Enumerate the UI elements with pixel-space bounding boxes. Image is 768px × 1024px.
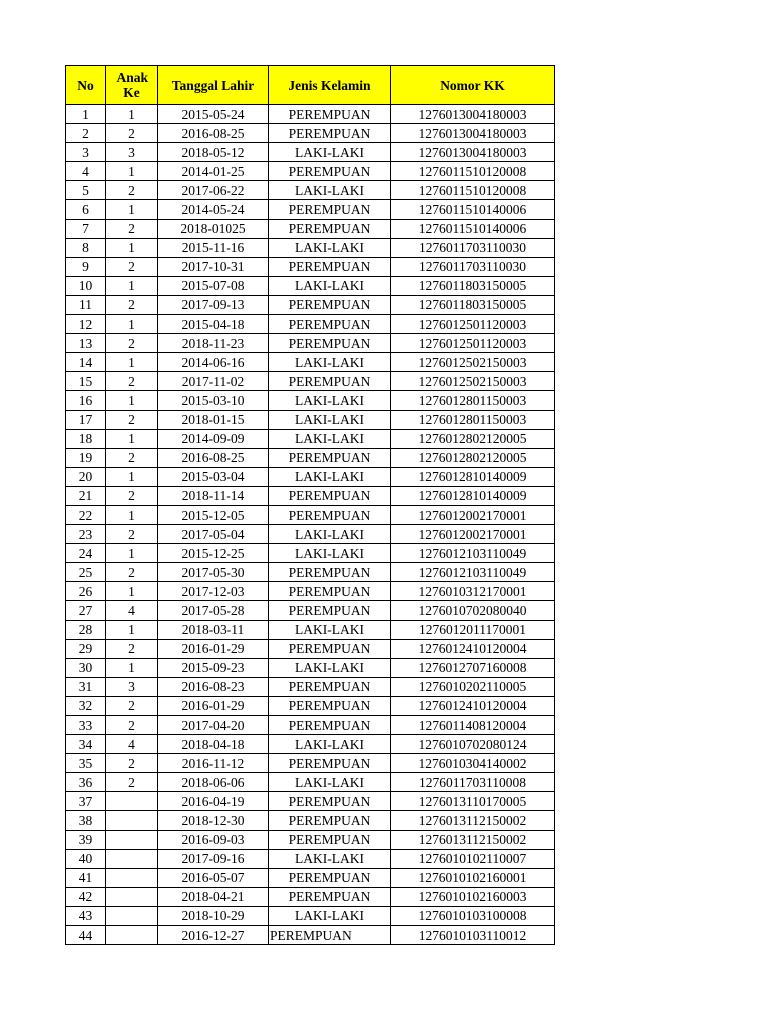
cell-tanggal-lahir[interactable]: 2018-05-12 — [158, 143, 269, 162]
table-row — [66, 716, 555, 735]
table-row — [66, 696, 555, 715]
cell-nomor-kk[interactable]: 1276010202110005 — [391, 677, 555, 696]
cell-no[interactable]: 17 — [66, 410, 106, 429]
cell-anak-ke[interactable] — [106, 868, 158, 887]
cell-tanggal-lahir[interactable]: 2017-06-22 — [158, 181, 269, 200]
cell-anak-ke[interactable] — [106, 830, 158, 849]
cell-tanggal-lahir[interactable]: 2018-04-18 — [158, 735, 269, 754]
cell-no[interactable]: 33 — [66, 716, 106, 735]
cell-nomor-kk[interactable]: 1276012502150003 — [391, 353, 555, 372]
cell-nomor-kk[interactable]: 1276011803150005 — [391, 295, 555, 314]
cell-anak-ke[interactable]: 1 — [106, 620, 158, 639]
cell-anak-ke[interactable]: 2 — [106, 773, 158, 792]
cell-jenis-kelamin[interactable]: LAKI-LAKI — [269, 391, 391, 410]
cell-jenis-kelamin[interactable]: LAKI-LAKI — [269, 906, 391, 925]
cell-nomor-kk[interactable]: 1276013112150002 — [391, 811, 555, 830]
cell-nomor-kk[interactable]: 1276010102110007 — [391, 849, 555, 868]
cell-tanggal-lahir[interactable]: 2018-11-23 — [158, 334, 269, 353]
cell-jenis-kelamin[interactable]: LAKI-LAKI — [269, 181, 391, 200]
table-row — [66, 620, 555, 639]
table-row — [66, 505, 555, 524]
cell-nomor-kk[interactable]: 1276012707160008 — [391, 658, 555, 677]
table-row — [66, 467, 555, 486]
cell-anak-ke[interactable]: 1 — [106, 505, 158, 524]
cell-jenis-kelamin[interactable]: LAKI-LAKI — [269, 238, 391, 257]
cell-nomor-kk[interactable]: 1276012810140009 — [391, 486, 555, 505]
cell-jenis-kelamin[interactable]: PEREMPUAN — [269, 219, 391, 238]
table-row — [66, 811, 555, 830]
cell-no[interactable]: 6 — [66, 200, 106, 219]
table-row — [66, 353, 555, 372]
table-row — [66, 525, 555, 544]
table-row — [66, 601, 555, 620]
table-row — [66, 410, 555, 429]
cell-tanggal-lahir[interactable]: 2018-12-30 — [158, 811, 269, 830]
cell-tanggal-lahir[interactable]: 2018-01025 — [158, 219, 269, 238]
cell-anak-ke[interactable]: 1 — [106, 238, 158, 257]
cell-no[interactable]: 21 — [66, 486, 106, 505]
cell-anak-ke[interactable]: 2 — [106, 124, 158, 143]
cell-nomor-kk[interactable]: 1276012103110049 — [391, 544, 555, 563]
cell-nomor-kk[interactable]: 1276013110170005 — [391, 792, 555, 811]
cell-no[interactable]: 3 — [66, 143, 106, 162]
cell-nomor-kk[interactable]: 1276010702080040 — [391, 601, 555, 620]
cell-nomor-kk[interactable]: 1276012103110049 — [391, 563, 555, 582]
cell-nomor-kk[interactable]: 1276011803150005 — [391, 276, 555, 295]
cell-tanggal-lahir[interactable]: 2015-05-24 — [158, 105, 269, 124]
cell-tanggal-lahir[interactable]: 2017-12-03 — [158, 582, 269, 601]
cell-tanggal-lahir[interactable]: 2017-05-30 — [158, 563, 269, 582]
cell-tanggal-lahir[interactable]: 2014-09-09 — [158, 429, 269, 448]
cell-tanggal-lahir[interactable]: 2016-12-27 — [158, 926, 269, 945]
cell-no[interactable]: 18 — [66, 429, 106, 448]
cell-nomor-kk[interactable]: 1276011703110030 — [391, 257, 555, 276]
cell-tanggal-lahir[interactable]: 2014-06-16 — [158, 353, 269, 372]
cell-jenis-kelamin[interactable]: LAKI-LAKI — [269, 410, 391, 429]
cell-anak-ke[interactable] — [106, 811, 158, 830]
cell-tanggal-lahir[interactable]: 2017-04-20 — [158, 716, 269, 735]
cell-tanggal-lahir[interactable]: 2016-08-25 — [158, 124, 269, 143]
cell-tanggal-lahir[interactable]: 2016-01-29 — [158, 639, 269, 658]
cell-anak-ke[interactable]: 2 — [106, 372, 158, 391]
cell-anak-ke[interactable] — [106, 887, 158, 906]
table-row — [66, 181, 555, 200]
cell-anak-ke[interactable]: 1 — [106, 658, 158, 677]
cell-nomor-kk[interactable]: 1276013112150002 — [391, 830, 555, 849]
table-row — [66, 257, 555, 276]
table-row — [66, 887, 555, 906]
cell-no[interactable]: 27 — [66, 601, 106, 620]
table-row — [66, 219, 555, 238]
cell-jenis-kelamin[interactable]: LAKI-LAKI — [269, 773, 391, 792]
table-row — [66, 143, 555, 162]
cell-jenis-kelamin[interactable]: PEREMPUAN — [269, 639, 391, 658]
cell-anak-ke[interactable]: 1 — [106, 429, 158, 448]
cell-no[interactable]: 10 — [66, 276, 106, 295]
cell-jenis-kelamin[interactable]: PEREMPUAN — [269, 601, 391, 620]
cell-jenis-kelamin[interactable]: LAKI-LAKI — [269, 467, 391, 486]
cell-no[interactable]: 40 — [66, 849, 106, 868]
data-table — [65, 65, 555, 945]
table-row — [66, 448, 555, 467]
cell-anak-ke[interactable]: 2 — [106, 486, 158, 505]
cell-tanggal-lahir[interactable]: 2016-11-12 — [158, 754, 269, 773]
cell-jenis-kelamin[interactable]: LAKI-LAKI — [269, 429, 391, 448]
cell-no[interactable]: 4 — [66, 162, 106, 181]
table-row — [66, 334, 555, 353]
cell-jenis-kelamin[interactable]: PEREMPUAN — [269, 315, 391, 334]
cell-tanggal-lahir[interactable]: 2017-09-16 — [158, 849, 269, 868]
cell-tanggal-lahir[interactable]: 2018-11-14 — [158, 486, 269, 505]
cell-anak-ke[interactable]: 2 — [106, 181, 158, 200]
cell-anak-ke[interactable]: 3 — [106, 677, 158, 696]
cell-jenis-kelamin[interactable]: PEREMPUAN — [269, 563, 391, 582]
cell-anak-ke[interactable]: 2 — [106, 754, 158, 773]
cell-anak-ke[interactable]: 1 — [106, 105, 158, 124]
cell-no[interactable]: 35 — [66, 754, 106, 773]
cell-anak-ke[interactable]: 2 — [106, 295, 158, 314]
cell-no[interactable]: 44 — [66, 926, 106, 945]
cell-nomor-kk[interactable]: 1276012501120003 — [391, 334, 555, 353]
cell-jenis-kelamin[interactable]: LAKI-LAKI — [269, 525, 391, 544]
cell-no[interactable]: 31 — [66, 677, 106, 696]
cell-no[interactable]: 1 — [66, 105, 106, 124]
cell-nomor-kk[interactable]: 1276012011170001 — [391, 620, 555, 639]
table-row — [66, 372, 555, 391]
cell-jenis-kelamin[interactable]: PEREMPUAN — [269, 792, 391, 811]
cell-no[interactable]: 42 — [66, 887, 106, 906]
cell-nomor-kk[interactable]: 1276010103100008 — [391, 906, 555, 925]
cell-nomor-kk[interactable]: 1276012410120004 — [391, 639, 555, 658]
cell-no[interactable]: 19 — [66, 448, 106, 467]
header-no[interactable]: No — [66, 66, 106, 105]
cell-anak-ke[interactable] — [106, 906, 158, 925]
cell-jenis-kelamin[interactable]: LAKI-LAKI — [269, 620, 391, 639]
table-row — [66, 906, 555, 925]
cell-anak-ke[interactable]: 1 — [106, 391, 158, 410]
cell-nomor-kk[interactable]: 1276011703110008 — [391, 773, 555, 792]
cell-tanggal-lahir[interactable]: 2014-05-24 — [158, 200, 269, 219]
cell-tanggal-lahir[interactable]: 2016-08-25 — [158, 448, 269, 467]
cell-tanggal-lahir[interactable]: 2015-03-04 — [158, 467, 269, 486]
cell-jenis-kelamin[interactable]: PEREMPUAN — [269, 162, 391, 181]
cell-anak-ke[interactable]: 1 — [106, 582, 158, 601]
cell-no[interactable]: 16 — [66, 391, 106, 410]
cell-jenis-kelamin[interactable]: PEREMPUAN — [269, 926, 391, 945]
cell-anak-ke[interactable]: 1 — [106, 162, 158, 181]
cell-tanggal-lahir[interactable]: 2017-10-31 — [158, 257, 269, 276]
table-row — [66, 868, 555, 887]
cell-nomor-kk[interactable]: 1276013004180003 — [391, 105, 555, 124]
table-row — [66, 563, 555, 582]
cell-jenis-kelamin[interactable]: LAKI-LAKI — [269, 849, 391, 868]
cell-tanggal-lahir[interactable]: 2015-09-23 — [158, 658, 269, 677]
header-nomor-kk[interactable]: Nomor KK — [391, 66, 555, 105]
cell-nomor-kk[interactable]: 1276012002170001 — [391, 525, 555, 544]
table-row — [66, 486, 555, 505]
table-row — [66, 582, 555, 601]
cell-jenis-kelamin[interactable]: PEREMPUAN — [269, 716, 391, 735]
table-row — [66, 105, 555, 124]
cell-tanggal-lahir[interactable]: 2017-05-28 — [158, 601, 269, 620]
cell-jenis-kelamin[interactable]: PEREMPUAN — [269, 696, 391, 715]
table-row — [66, 162, 555, 181]
cell-tanggal-lahir[interactable]: 2016-04-19 — [158, 792, 269, 811]
cell-no[interactable]: 32 — [66, 696, 106, 715]
cell-jenis-kelamin[interactable]: PEREMPUAN — [269, 677, 391, 696]
cell-jenis-kelamin[interactable]: LAKI-LAKI — [269, 544, 391, 563]
table-row — [66, 295, 555, 314]
cell-nomor-kk[interactable]: 1276013004180003 — [391, 124, 555, 143]
cell-tanggal-lahir[interactable]: 2017-09-13 — [158, 295, 269, 314]
cell-no[interactable]: 30 — [66, 658, 106, 677]
cell-no[interactable]: 22 — [66, 505, 106, 524]
cell-anak-ke[interactable] — [106, 792, 158, 811]
cell-anak-ke[interactable]: 4 — [106, 601, 158, 620]
cell-jenis-kelamin[interactable]: PEREMPUAN — [269, 811, 391, 830]
cell-anak-ke[interactable]: 2 — [106, 448, 158, 467]
cell-jenis-kelamin[interactable]: PEREMPUAN — [269, 830, 391, 849]
cell-no[interactable]: 14 — [66, 353, 106, 372]
cell-jenis-kelamin[interactable]: PEREMPUAN — [269, 754, 391, 773]
cell-anak-ke[interactable]: 3 — [106, 143, 158, 162]
cell-tanggal-lahir[interactable]: 2014-01-25 — [158, 162, 269, 181]
cell-nomor-kk[interactable]: 1276012410120004 — [391, 696, 555, 715]
cell-tanggal-lahir[interactable]: 2018-01-15 — [158, 410, 269, 429]
cell-nomor-kk[interactable]: 1276010702080124 — [391, 735, 555, 754]
cell-anak-ke[interactable]: 2 — [106, 410, 158, 429]
cell-tanggal-lahir[interactable]: 2016-05-07 — [158, 868, 269, 887]
cell-jenis-kelamin[interactable]: LAKI-LAKI — [269, 658, 391, 677]
cell-jenis-kelamin[interactable]: PEREMPUAN — [269, 257, 391, 276]
cell-tanggal-lahir[interactable]: 2015-11-16 — [158, 238, 269, 257]
header-jenis-kelamin[interactable]: Jenis Kelamin — [269, 66, 391, 105]
cell-nomor-kk[interactable]: 1276012501120003 — [391, 315, 555, 334]
cell-no[interactable]: 12 — [66, 315, 106, 334]
cell-nomor-kk[interactable]: 1276012802120005 — [391, 448, 555, 467]
cell-anak-ke[interactable]: 2 — [106, 334, 158, 353]
cell-no[interactable]: 5 — [66, 181, 106, 200]
cell-nomor-kk[interactable]: 1276010304140002 — [391, 754, 555, 773]
table-row — [66, 735, 555, 754]
cell-no[interactable]: 13 — [66, 334, 106, 353]
cell-jenis-kelamin[interactable]: PEREMPUAN — [269, 124, 391, 143]
cell-jenis-kelamin[interactable]: PEREMPUAN — [269, 505, 391, 524]
table-row — [66, 429, 555, 448]
cell-jenis-kelamin[interactable]: LAKI-LAKI — [269, 276, 391, 295]
cell-nomor-kk[interactable]: 1276011703110030 — [391, 238, 555, 257]
cell-no[interactable]: 26 — [66, 582, 106, 601]
cell-nomor-kk[interactable]: 1276010102160001 — [391, 868, 555, 887]
cell-jenis-kelamin[interactable]: PEREMPUAN — [269, 486, 391, 505]
cell-anak-ke[interactable]: 2 — [106, 257, 158, 276]
cell-tanggal-lahir[interactable]: 2016-08-23 — [158, 677, 269, 696]
cell-tanggal-lahir[interactable]: 2016-01-29 — [158, 696, 269, 715]
cell-tanggal-lahir[interactable]: 2018-06-06 — [158, 773, 269, 792]
table-row — [66, 124, 555, 143]
cell-anak-ke[interactable]: 2 — [106, 716, 158, 735]
cell-anak-ke[interactable]: 2 — [106, 219, 158, 238]
cell-tanggal-lahir[interactable]: 2015-03-10 — [158, 391, 269, 410]
cell-no[interactable]: 23 — [66, 525, 106, 544]
cell-no[interactable]: 11 — [66, 295, 106, 314]
cell-tanggal-lahir[interactable]: 2015-12-25 — [158, 544, 269, 563]
cell-anak-ke[interactable]: 1 — [106, 544, 158, 563]
cell-tanggal-lahir[interactable]: 2017-05-04 — [158, 525, 269, 544]
cell-nomor-kk[interactable]: 1276012002170001 — [391, 505, 555, 524]
cell-jenis-kelamin[interactable]: PEREMPUAN — [269, 200, 391, 219]
table-body — [66, 105, 555, 945]
header-tanggal-lahir[interactable]: Tanggal Lahir — [158, 66, 269, 105]
cell-no[interactable]: 28 — [66, 620, 106, 639]
header-row — [66, 66, 555, 105]
cell-no[interactable]: 39 — [66, 830, 106, 849]
cell-nomor-kk[interactable]: 1276012502150003 — [391, 372, 555, 391]
cell-anak-ke[interactable] — [106, 849, 158, 868]
table-row — [66, 200, 555, 219]
cell-tanggal-lahir[interactable]: 2017-11-02 — [158, 372, 269, 391]
cell-anak-ke[interactable]: 4 — [106, 735, 158, 754]
cell-nomor-kk[interactable]: 1276012802120005 — [391, 429, 555, 448]
cell-jenis-kelamin[interactable]: LAKI-LAKI — [269, 143, 391, 162]
cell-tanggal-lahir[interactable]: 2018-04-21 — [158, 887, 269, 906]
cell-no[interactable]: 37 — [66, 792, 106, 811]
table-row — [66, 754, 555, 773]
table-row — [66, 830, 555, 849]
table-row — [66, 773, 555, 792]
cell-jenis-kelamin[interactable]: PEREMPUAN — [269, 582, 391, 601]
cell-anak-ke[interactable]: 1 — [106, 353, 158, 372]
cell-nomor-kk[interactable]: 1276011510140006 — [391, 200, 555, 219]
cell-no[interactable]: 43 — [66, 906, 106, 925]
cell-anak-ke[interactable]: 2 — [106, 639, 158, 658]
cell-tanggal-lahir[interactable]: 2018-03-11 — [158, 620, 269, 639]
cell-jenis-kelamin[interactable]: PEREMPUAN — [269, 448, 391, 467]
table-row — [66, 276, 555, 295]
cell-jenis-kelamin[interactable]: PEREMPUAN — [269, 372, 391, 391]
cell-tanggal-lahir[interactable]: 2015-12-05 — [158, 505, 269, 524]
cell-jenis-kelamin[interactable]: LAKI-LAKI — [269, 735, 391, 754]
cell-anak-ke[interactable]: 2 — [106, 563, 158, 582]
cell-jenis-kelamin[interactable]: LAKI-LAKI — [269, 353, 391, 372]
cell-anak-ke[interactable]: 1 — [106, 467, 158, 486]
cell-no[interactable]: 38 — [66, 811, 106, 830]
cell-no[interactable]: 36 — [66, 773, 106, 792]
cell-nomor-kk[interactable]: 1276011510140006 — [391, 219, 555, 238]
table-row — [66, 849, 555, 868]
cell-no[interactable]: 34 — [66, 735, 106, 754]
cell-anak-ke[interactable] — [106, 926, 158, 945]
cell-jenis-kelamin[interactable]: PEREMPUAN — [269, 868, 391, 887]
cell-nomor-kk[interactable]: 1276010102160003 — [391, 887, 555, 906]
cell-jenis-kelamin[interactable]: PEREMPUAN — [269, 334, 391, 353]
cell-no[interactable]: 25 — [66, 563, 106, 582]
cell-nomor-kk[interactable]: 1276012801150003 — [391, 410, 555, 429]
cell-tanggal-lahir[interactable]: 2015-07-08 — [158, 276, 269, 295]
cell-nomor-kk[interactable]: 1276013004180003 — [391, 143, 555, 162]
cell-tanggal-lahir[interactable]: 2018-10-29 — [158, 906, 269, 925]
table-row — [66, 658, 555, 677]
header-anak-ke[interactable]: Anak Ke — [106, 66, 158, 105]
table-row — [66, 391, 555, 410]
cell-nomor-kk[interactable]: 1276010103110012 — [391, 926, 555, 945]
cell-no[interactable]: 29 — [66, 639, 106, 658]
cell-nomor-kk[interactable]: 1276011510120008 — [391, 181, 555, 200]
table-row — [66, 544, 555, 563]
cell-anak-ke[interactable]: 1 — [106, 315, 158, 334]
table-row — [66, 792, 555, 811]
cell-no[interactable]: 24 — [66, 544, 106, 563]
cell-no[interactable]: 2 — [66, 124, 106, 143]
cell-tanggal-lahir[interactable]: 2015-04-18 — [158, 315, 269, 334]
cell-anak-ke[interactable]: 1 — [106, 276, 158, 295]
cell-no[interactable]: 20 — [66, 467, 106, 486]
cell-jenis-kelamin[interactable]: PEREMPUAN — [269, 295, 391, 314]
cell-anak-ke[interactable]: 2 — [106, 525, 158, 544]
cell-nomor-kk[interactable]: 1276011408120004 — [391, 716, 555, 735]
table-row — [66, 677, 555, 696]
cell-jenis-kelamin[interactable]: PEREMPUAN — [269, 887, 391, 906]
cell-nomor-kk[interactable]: 1276012810140009 — [391, 467, 555, 486]
cell-no[interactable]: 9 — [66, 257, 106, 276]
table-row — [66, 639, 555, 658]
table-row — [66, 315, 555, 334]
table-row — [66, 926, 555, 945]
cell-no[interactable]: 15 — [66, 372, 106, 391]
table-row — [66, 238, 555, 257]
cell-no[interactable]: 8 — [66, 238, 106, 257]
cell-anak-ke[interactable]: 2 — [106, 696, 158, 715]
cell-nomor-kk[interactable]: 1276011510120008 — [391, 162, 555, 181]
cell-tanggal-lahir[interactable]: 2016-09-03 — [158, 830, 269, 849]
cell-nomor-kk[interactable]: 1276010312170001 — [391, 582, 555, 601]
cell-no[interactable]: 41 — [66, 868, 106, 887]
cell-anak-ke[interactable]: 1 — [106, 200, 158, 219]
cell-no[interactable]: 7 — [66, 219, 106, 238]
cell-jenis-kelamin[interactable]: PEREMPUAN — [269, 105, 391, 124]
cell-nomor-kk[interactable]: 1276012801150003 — [391, 391, 555, 410]
